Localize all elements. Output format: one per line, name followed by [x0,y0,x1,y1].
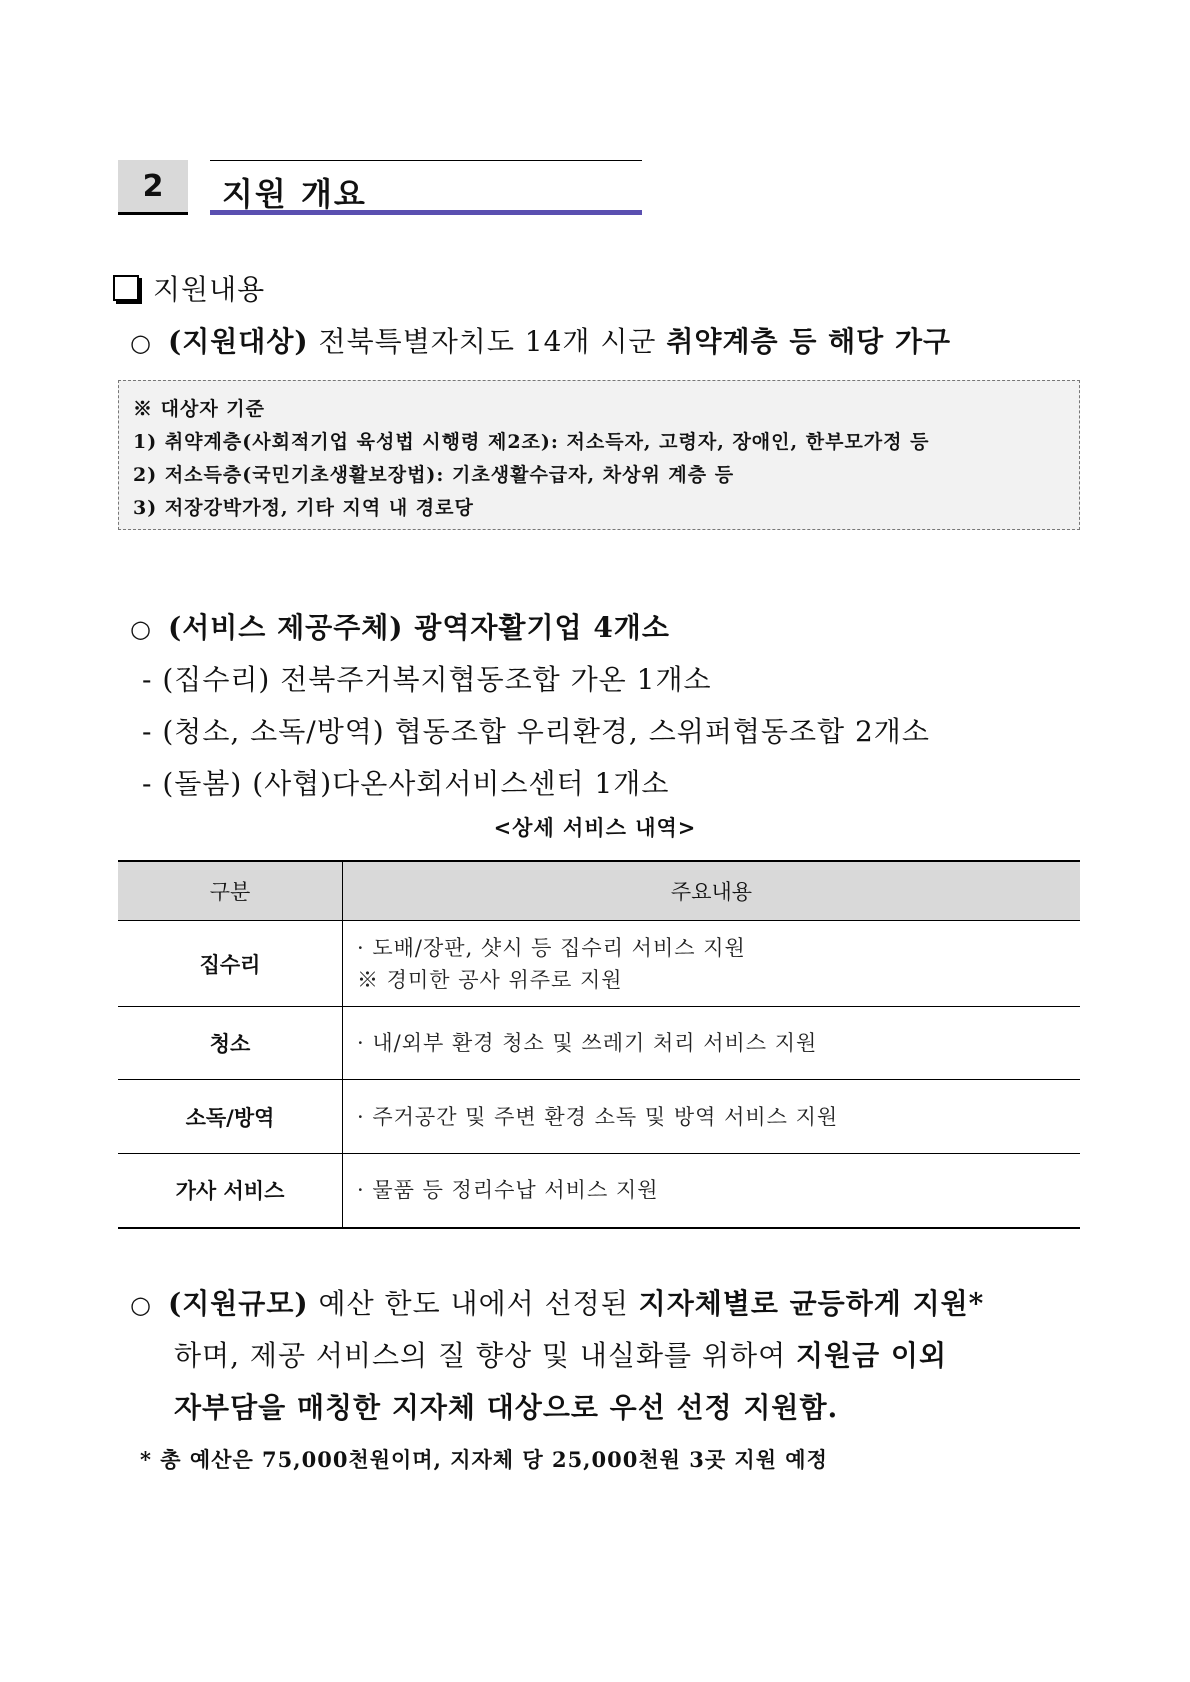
target-line [130,320,951,360]
criteria-note-box [118,380,1080,530]
circle-bullet-icon: ○ [130,1291,152,1319]
target-text-bold: 취약계층 등 해당 가구 [666,325,952,358]
scale-line1-plain: 예산 한도 내에서 선정된 [308,1287,639,1320]
table-caption: <상세 서비스 내역> [493,815,697,840]
table-row [118,921,1080,1007]
provider-label: (서비스 제공주체) 광역자활기업 4개소 [167,611,670,644]
row-category: 청소 [118,1007,343,1080]
circle-bullet-icon: ○ [130,329,152,357]
checkbox-square-icon [113,275,139,301]
scale-line1-bold: 지자체별로 균등하게 지원* [638,1287,985,1320]
note-title: ※ 대상자 기준 [133,398,265,420]
table-header-row [118,861,1080,921]
note-item-2: 2) 저소득층(국민기초생활보장법): 기초생활수급자, 차상위 계층 등 [133,464,735,486]
row-line-1: · 내/외부 환경 청소 및 쓰레기 처리 서비스 지원 [357,1031,818,1055]
section-number: 2 [118,160,188,215]
scale-line2-plain: 하며, 제공 서비스의 질 향상 및 내실화를 위하여 [174,1339,797,1372]
section-title: 지원 개요 [222,175,367,213]
table-row [118,1154,1080,1228]
row-line-1: · 주거공간 및 주변 환경 소독 및 방역 서비스 지원 [357,1104,839,1129]
row-category: 소독/방역 [118,1080,343,1154]
service-table [118,860,1080,1229]
row-line-2: ※ 경미한 공사 위주로 지원 [357,967,623,992]
table-row [118,1080,1080,1154]
row-description [343,1007,1081,1080]
header-category: 구분 [118,861,343,921]
row-line-1: · 도배/장판, 샷시 등 집수리 서비스 지원 [357,935,746,960]
scale-line-1 [130,1282,984,1322]
scale-line-3: 자부담을 매칭한 지자체 대상으로 우선 선정 지원함. [174,1391,839,1424]
row-category: 가사 서비스 [118,1154,343,1228]
note-item-3: 3) 저장강박가정, 기타 지역 내 경로당 [133,497,474,519]
row-description [343,921,1081,1007]
target-text-plain: 전북특별자치도 14개 시군 [308,325,667,358]
row-description [343,1080,1081,1154]
subhead [113,268,265,308]
scale-line-2 [174,1334,947,1374]
provider-item-1: - (집수리) 전북주거복지협동조합 가온 1개소 [142,663,712,696]
row-category: 집수리 [118,921,343,1007]
header-content: 주요내용 [343,861,1081,921]
row-line-1: · 물품 등 정리수납 서비스 지원 [357,1178,659,1203]
circle-bullet-icon: ○ [130,615,152,643]
subhead-text: 지원내용 [153,273,266,306]
target-label: (지원대상) [167,325,309,358]
note-item-1: 1) 취약계층(사회적기업 육성법 시행령 제2조): 저소득자, 고령자, 장애인, 한부모가정 등 [133,431,930,453]
table-row [118,1007,1080,1080]
provider-line [130,606,670,646]
provider-item-2: - (청소, 소독/방역) 협동조합 우리환경, 스위퍼협동조합 2개소 [142,715,930,748]
row-description [343,1154,1081,1228]
provider-item-3: - (돌봄) (사협)다온사회서비스센터 1개소 [142,767,670,800]
budget-footnote: * 총 예산은 75,000천원이며, 지자체 당 25,000천원 3곳 지원 예정 [140,1447,828,1472]
scale-label: (지원규모) [167,1287,309,1320]
scale-line2-bold: 지원금 이외 [796,1339,948,1372]
section-title-box [210,160,642,215]
